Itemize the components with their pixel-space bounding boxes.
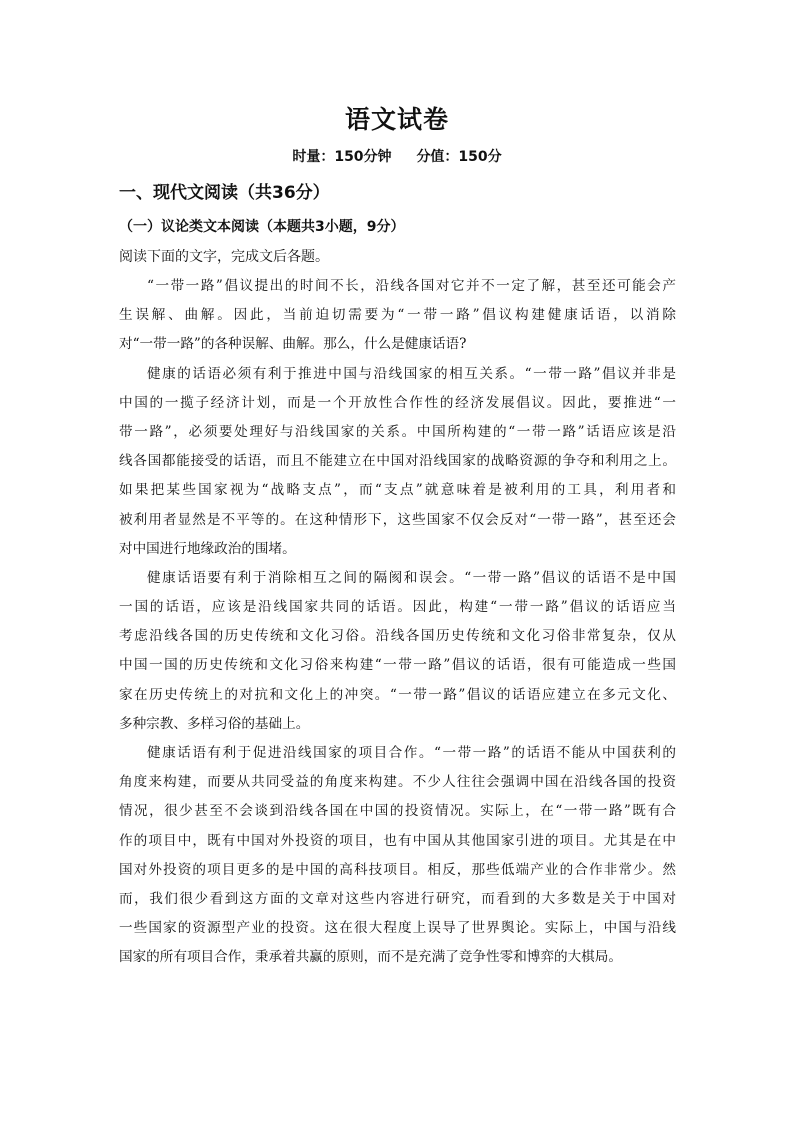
passage-line: 健康话语有利于促进沿线国家的项目合作。“一带一路”的话语不能从中国获利的: [147, 745, 676, 761]
passage-line: 中国一国的历史传统和文化习俗来构建“一带一路”倡议的话语，很有可能造成一些国: [119, 657, 676, 674]
passage-line: 生误解、曲解。因此，当前迫切需要为“一带一路”倡议构建健康话语，以消除: [119, 307, 676, 324]
passage-line: “一带一路”倡议提出的时间不长，沿线各国对它并不一定了解，甚至还可能会产: [147, 278, 676, 294]
passage-line: 而，我们很少看到这方面的文章对这些内容进行研究，而看到的大多数是关于中国对: [119, 890, 676, 907]
total-score: 分值：150分: [416, 149, 502, 165]
passage-line: 家在历史传统上的对抗和文化上的冲突。“一带一路”倡议的话语应建立在多元文化、: [119, 686, 676, 703]
passage-line: 对中国进行地缘政治的围堵。: [119, 540, 296, 557]
section-heading: 一、现代文阅读（共36分）: [119, 183, 330, 203]
passage-line: 一些国家的资源型产业的投资。这在很大程度上误导了世界舆论。实际上，中国与沿线: [119, 920, 676, 937]
passage-line: 如果把某些国家视为“战略支点”，而“支点”就意味着是被利用的工具，利用者和: [119, 482, 676, 499]
passage-line: 情况，很少甚至不会谈到沿线各国在中国的投资情况。实际上，在“一带一路”既有合: [119, 803, 676, 820]
passage-line: 线各国都能接受的话语，而且不能建立在中国对沿线国家的战略资源的争夺和利用之上。: [119, 453, 676, 470]
exam-meta: [0, 146, 794, 166]
time-limit: 时量：150分钟: [292, 149, 392, 165]
reading-instruction: 阅读下面的文字，完成文后各题。: [119, 249, 329, 265]
passage-line: 中国的一揽子经济计划，而是一个开放性合作性的经济发展倡议。因此，要推进“一: [119, 394, 676, 411]
passage-line: 多种宗教、多样习俗的基础上。: [119, 715, 310, 732]
exam-title: 语文试卷: [344, 105, 449, 134]
passage-line: 健康的话语必须有利于推进中国与沿线国家的相互关系。“一带一路”倡议并非是: [147, 365, 676, 382]
passage-line: 国对外投资的项目更多的是中国的高科技项目。相反，那些低端产业的合作非常少。然: [119, 861, 676, 878]
passage-line: 健康话语要有利于消除相互之间的隔阂和误会。“一带一路”倡议的话语不是中国: [147, 569, 676, 586]
passage-line: 被利用者显然是不平等的。在这种情形下，这些国家不仅会反对“一带一路”，甚至还会: [119, 511, 676, 528]
reading-passage: [119, 272, 676, 973]
subsection-heading: （一）议论类文本阅读（本题共3小题，9分）: [119, 219, 405, 235]
passage-line: 对“一带一路”的各种误解、曲解。那么，什么是健康话语?: [119, 336, 467, 353]
passage-line: 带一路”，必须要处理好与沿线国家的关系。中国所构建的“一带一路”话语应该是沿: [119, 423, 676, 440]
passage-line: 国家的所有项目合作，秉承着共赢的原则，而不是充满了竞争性零和博弈的大棋局。: [119, 949, 622, 966]
passage-line: 作的项目中，既有中国对外投资的项目，也有中国从其他国家引进的项目。尤其是在中: [119, 832, 676, 849]
passage-line: 一国的话语，应该是沿线国家共同的话语。因此，构建“一带一路”倡议的话语应当: [119, 599, 676, 616]
passage-line: 考虑沿线各国的历史传统和文化习俗。沿线各国历史传统和文化习俗非常复杂，仅从: [119, 628, 676, 645]
passage-line: 角度来构建，而要从共同受益的角度来构建。不少人往往会强调中国在沿线各国的投资: [119, 774, 676, 791]
